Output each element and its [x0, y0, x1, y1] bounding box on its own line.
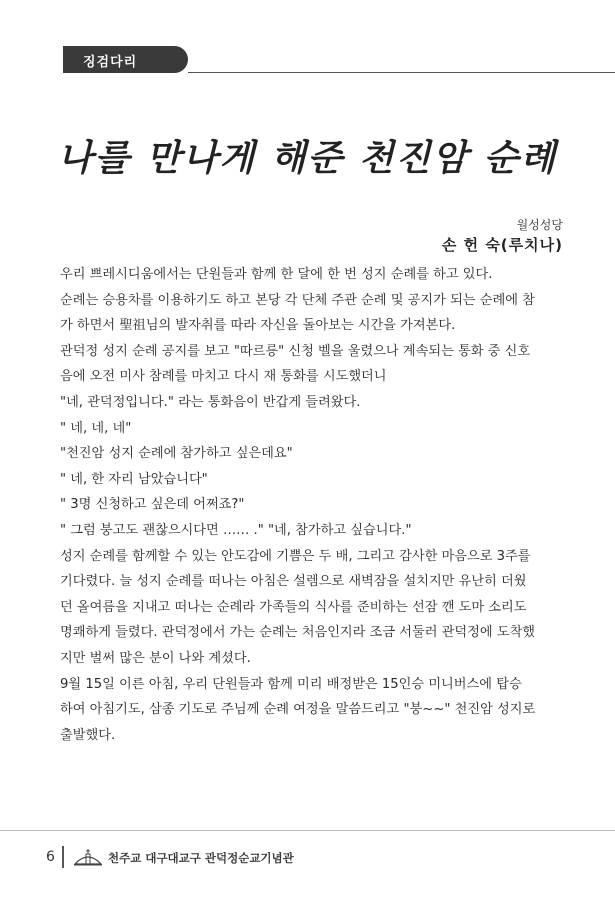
body-line: " 네, 네, 네" [60, 420, 132, 436]
body-line: 순례는 승용차를 이용하기도 하고 본당 각 단체 주관 순례 및 공지가 되는 순례에 참 [60, 292, 535, 308]
body-line: 던 올여름을 지내고 떠나는 순례라 가족들의 식사를 준비하는 선잠 깬 도마 소리도 [60, 599, 527, 615]
body-line: "천진암 성지 순례에 참가하고 싶은데요" [60, 446, 293, 462]
body-line: 출발했다. [60, 727, 116, 743]
body-line: 관덕정 성지 순례 공지를 보고 "따르릉" 신청 벨을 울렸으나 계속되는 통화 중 신호 [60, 343, 531, 359]
body-line: 지만 벌써 많은 분이 나와 계셨다. [60, 650, 251, 666]
section-tab [63, 46, 188, 73]
body-line: 9월 15일 이른 아침, 우리 단원들과 함께 미리 배정받은 15인승 미니버스에 탑승 [60, 676, 522, 692]
header-rule [188, 72, 615, 73]
body-line: 음에 오전 미사 참례를 마치고 다시 재 통화를 시도했더니 [60, 369, 387, 385]
body-line: " 3명 신청하고 싶은데 어쩌죠?" [60, 497, 245, 513]
body-line: 가 하면서 聖祖님의 발자취를 따라 자신을 돌아보는 시간을 가져본다. [60, 318, 456, 334]
body-line: 우리 쁘레시디움에서는 단원들과 함께 한 달에 한 번 성지 순례를 하고 있다. [60, 267, 493, 282]
body-line: " 네, 한 자리 남았습니다" [60, 471, 208, 487]
author-name: 손 헌 숙(루치나) [441, 236, 563, 254]
article-title: 나를 만나게 해준 천진암 순례 [57, 138, 558, 179]
footer-rule [0, 830, 615, 831]
body-line: " 그럼 붕고도 괜찮으시다면 …… ." "네, 참가하고 싶습니다." [60, 522, 412, 538]
page-number: 6 [46, 849, 55, 865]
section-tab-label: 징검다리 [83, 55, 138, 70]
body-line: 하여 아침기도, 삼종 기도로 주님께 순례 여정을 말씀드리고 "붕~~" 천진암 성지로 [60, 702, 536, 718]
body-line: 성지 순례를 함께할 수 있는 안도감에 기쁨은 두 배, 그리고 감사한 마음으로 3주를 [60, 548, 531, 564]
body-line: "네, 관덕정입니다." 라는 통화음이 반갑게 들려왔다. [60, 394, 361, 410]
body-line: 기다렸다. 늘 성지 순례를 떠나는 아침은 설렘으로 새벽잠을 설치지만 유난히 더웠 [60, 574, 527, 590]
article-body [60, 262, 560, 748]
footer-divider [62, 846, 64, 868]
author-affiliation: 월성성당 [516, 218, 563, 232]
footer-publisher: 천주교 대구대교구 관덕정순교기념관 [108, 851, 294, 865]
body-line: 명쾌하게 들렸다. 관덕정에서 가는 순례는 처음인지라 조금 서둘러 관덕정에 도착했 [60, 625, 536, 641]
church-logo-icon [73, 848, 103, 866]
